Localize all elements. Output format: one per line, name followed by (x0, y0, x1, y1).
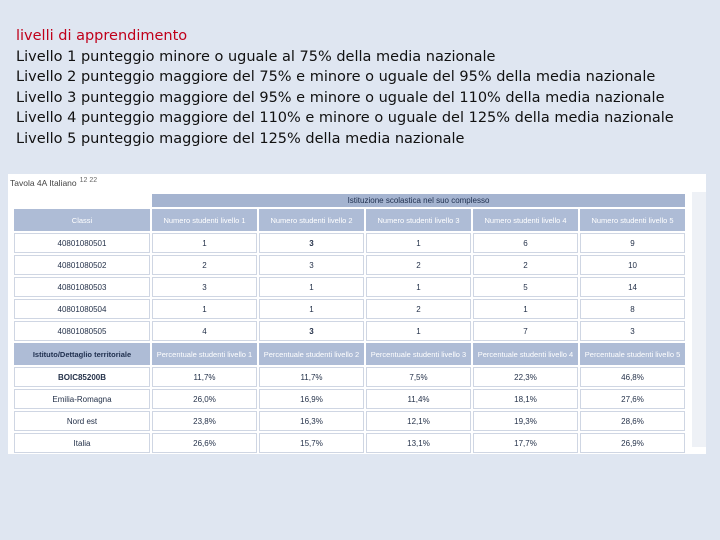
count-cell: 6 (473, 233, 578, 253)
territory-name: Nord est (14, 411, 150, 431)
count-header: Numero studenti livello 3 (366, 209, 471, 231)
territory-column-header: Istituto/Dettaglio territoriale (14, 343, 150, 365)
territory-name: Italia (14, 433, 150, 453)
level-4-description: Livello 4 punteggio maggiore del 110% e minore o uguale del 125% della media nazionale (16, 110, 674, 127)
table-row (14, 367, 685, 387)
table-row (14, 433, 685, 453)
class-name: 40801080505 (14, 321, 150, 341)
percent-cell: 15,7% (259, 433, 364, 453)
percent-cell: 11,7% (152, 367, 257, 387)
count-cell: 1 (366, 233, 471, 253)
slide-title: livelli di apprendimento (16, 28, 188, 44)
count-cell: 3 (152, 277, 257, 297)
count-cell: 2 (473, 255, 578, 275)
count-cell: 1 (152, 299, 257, 319)
count-cell: 1 (366, 321, 471, 341)
percent-cell: 26,9% (580, 433, 685, 453)
table-row (14, 389, 685, 409)
class-name: 40801080503 (14, 277, 150, 297)
count-cell: 1 (366, 277, 471, 297)
percent-cell: 16,3% (259, 411, 364, 431)
count-cell: 2 (366, 299, 471, 319)
count-cell: 1 (152, 233, 257, 253)
results-table (12, 192, 687, 455)
count-cell: 3 (259, 255, 364, 275)
percent-cell: 28,6% (580, 411, 685, 431)
percent-cell: 18,1% (473, 389, 578, 409)
class-column-header: Classi (14, 209, 150, 231)
percent-header: Percentuale studenti livello 4 (473, 343, 578, 365)
scroll-strip (692, 192, 706, 447)
results-table-image (8, 174, 706, 454)
percent-cell: 13,1% (366, 433, 471, 453)
class-name: 40801080502 (14, 255, 150, 275)
table-banner: Istituzione scolastica nel suo complesso (152, 194, 685, 207)
count-header: Numero studenti livello 5 (580, 209, 685, 231)
level-2-description: Livello 2 punteggio maggiore del 75% e minore o uguale del 95% della media nazionale (16, 69, 656, 86)
percent-cell: 27,6% (580, 389, 685, 409)
count-header: Numero studenti livello 2 (259, 209, 364, 231)
table-row (14, 411, 685, 431)
count-cell: 1 (473, 299, 578, 319)
count-header-row (14, 209, 685, 231)
table-label (10, 177, 97, 188)
territory-name: Emilia-Romagna (14, 389, 150, 409)
percent-cell: 46,8% (580, 367, 685, 387)
percent-cell: 16,9% (259, 389, 364, 409)
count-cell: 2 (152, 255, 257, 275)
count-cell: 9 (580, 233, 685, 253)
count-cell: 1 (259, 277, 364, 297)
percent-header: Percentuale studenti livello 5 (580, 343, 685, 365)
class-name: 40801080504 (14, 299, 150, 319)
table-row (14, 255, 685, 275)
percent-header: Percentuale studenti livello 2 (259, 343, 364, 365)
table-row (14, 299, 685, 319)
table-label-text: Tavola 4A Italiano (10, 177, 77, 188)
count-cell: 14 (580, 277, 685, 297)
count-cell: 10 (580, 255, 685, 275)
table-row (14, 233, 685, 253)
percent-cell: 7,5% (366, 367, 471, 387)
count-cell: 7 (473, 321, 578, 341)
count-header: Numero studenti livello 4 (473, 209, 578, 231)
percent-cell: 19,3% (473, 411, 578, 431)
count-cell: 8 (580, 299, 685, 319)
percent-header: Percentuale studenti livello 1 (152, 343, 257, 365)
percent-cell: 26,6% (152, 433, 257, 453)
count-header: Numero studenti livello 1 (152, 209, 257, 231)
percent-cell: 22,3% (473, 367, 578, 387)
percent-cell: 23,8% (152, 411, 257, 431)
count-cell: 5 (473, 277, 578, 297)
percent-header: Percentuale studenti livello 3 (366, 343, 471, 365)
count-cell: 2 (366, 255, 471, 275)
level-5-description: Livello 5 punteggio maggiore del 125% della media nazionale (16, 130, 465, 147)
territory-name: BOIC85200B (14, 367, 150, 387)
table-banner-row (14, 194, 685, 207)
table-row (14, 321, 685, 341)
table-pages: 12 22 (79, 177, 98, 184)
count-cell: 1 (259, 299, 364, 319)
percent-header-row (14, 343, 685, 365)
slide-text (16, 26, 674, 150)
percent-cell: 17,7% (473, 433, 578, 453)
level-1-description: Livello 1 punteggio minore o uguale al 75% della media nazionale (16, 48, 496, 65)
level-3-description: Livello 3 punteggio maggiore del 95% e minore o uguale del 110% della media nazionale (16, 89, 665, 106)
banner-empty-cell (14, 194, 150, 207)
count-cell: 3 (259, 321, 364, 341)
percent-cell: 12,1% (366, 411, 471, 431)
table-row (14, 277, 685, 297)
percent-cell: 26,0% (152, 389, 257, 409)
percent-cell: 11,7% (259, 367, 364, 387)
percent-cell: 11,4% (366, 389, 471, 409)
class-name: 40801080501 (14, 233, 150, 253)
count-cell: 3 (580, 321, 685, 341)
count-cell: 3 (259, 233, 364, 253)
count-cell: 4 (152, 321, 257, 341)
